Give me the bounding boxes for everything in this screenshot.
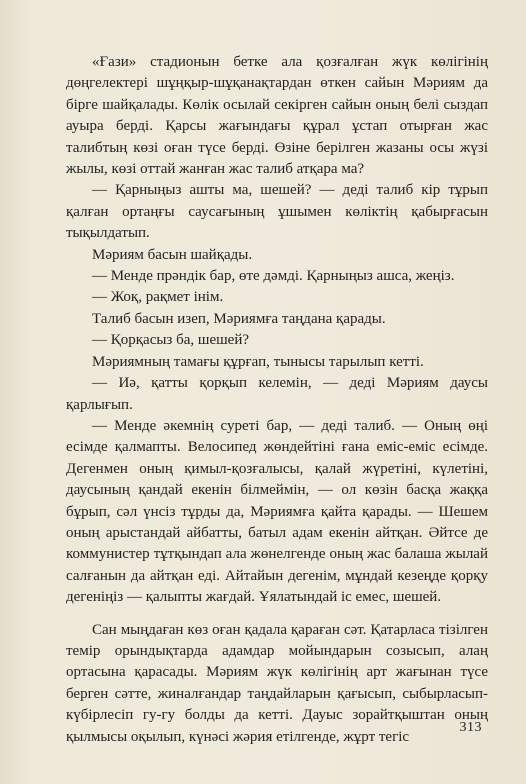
- paragraph: Мәриям басын шайқады.: [92, 246, 253, 263]
- paragraph: — Қарныңыз ашты ма, шешей? — деді талиб кір тұрып қалған ортаңғы саусағының ұшымен көліктің қабырғасын тықылдатып.: [66, 182, 488, 242]
- paragraph: «Ғази» стадионын бетке ала қозғалған жүк көлігінің дөңгелектері шұңқыр-шұқанақтардан өткен сайын Мәриям да бірге шайқалады. Көлік осылай секірген сайын оның белі сыздап ауыра берді. Қарсы жағындағы құрал ұстап отырған жас талибтың көзі оған түсе берді. Өзіне берілген жазаны осы жүзі жылы, көзі оттай жанған жас талиб атқара ма?: [66, 54, 488, 178]
- paragraph: — Иә, қатты қорқып келемін, — деді Мәриям даусы қарлығып.: [66, 375, 488, 413]
- paragraph: Мәриямның тамағы құрғап, тынысы тарылып кетті.: [92, 353, 424, 370]
- page-text: [66, 52, 488, 748]
- paragraph: Талиб басын изеп, Мәриямға таңдана қарады.: [92, 310, 386, 327]
- paragraph: — Менде әкемнің суреті бар, — деді талиб. — Оның өңі есімде қалмапты. Велосипед жөндейтіні ғана еміс-еміс есімде. Дегенмен оның қимыл-қозғалысы, қалай жүретіні, күлетіні, даусының қандай екенін білмеймін, — ол көзін басқа жаққа бұрып, сәл үнсіз тұрды да, Мәриямға қайта қарады. — Шешем оның арыстандай айбатты, батыл адам екенін айтқан. Әйтсе де коммунистер тұтқындап ала жөнелгенде оның жас балаша жылай салғанын да айтқан еді. Айтайын дегенім, мұндай кезеңде қорқу дегеніңіз — қалыпты жағдай. Ұялатындай іс емес, шешей.: [66, 417, 488, 606]
- paragraph: — Менде прәндік бар, өте дәмді. Қарныңыз ашса, жеңіз.: [92, 268, 455, 285]
- paragraph: — Қорқасыз ба, шешей?: [92, 332, 250, 349]
- page-number: 313: [459, 720, 482, 735]
- paragraph: — Жоқ, рақмет інім.: [92, 289, 224, 306]
- paragraph: Сан мыңдаған көз оған қадала қараған сәт. Қатарласа тізілген темір орындықтарда адамдар мойындарын созысып, алаң ортасына қарасады. Мәриям жүк көлігінің арт жағынан түсе берген сәтте, жиналғандар таңдайларын қағысып, сыбырласып-күбірлесіп гу-гу болды да кетті. Дауыс зорайтқыштан оның қылмысы оқылып, күнәсі жәрия етілгенде, жұрт тегіс: [66, 621, 488, 745]
